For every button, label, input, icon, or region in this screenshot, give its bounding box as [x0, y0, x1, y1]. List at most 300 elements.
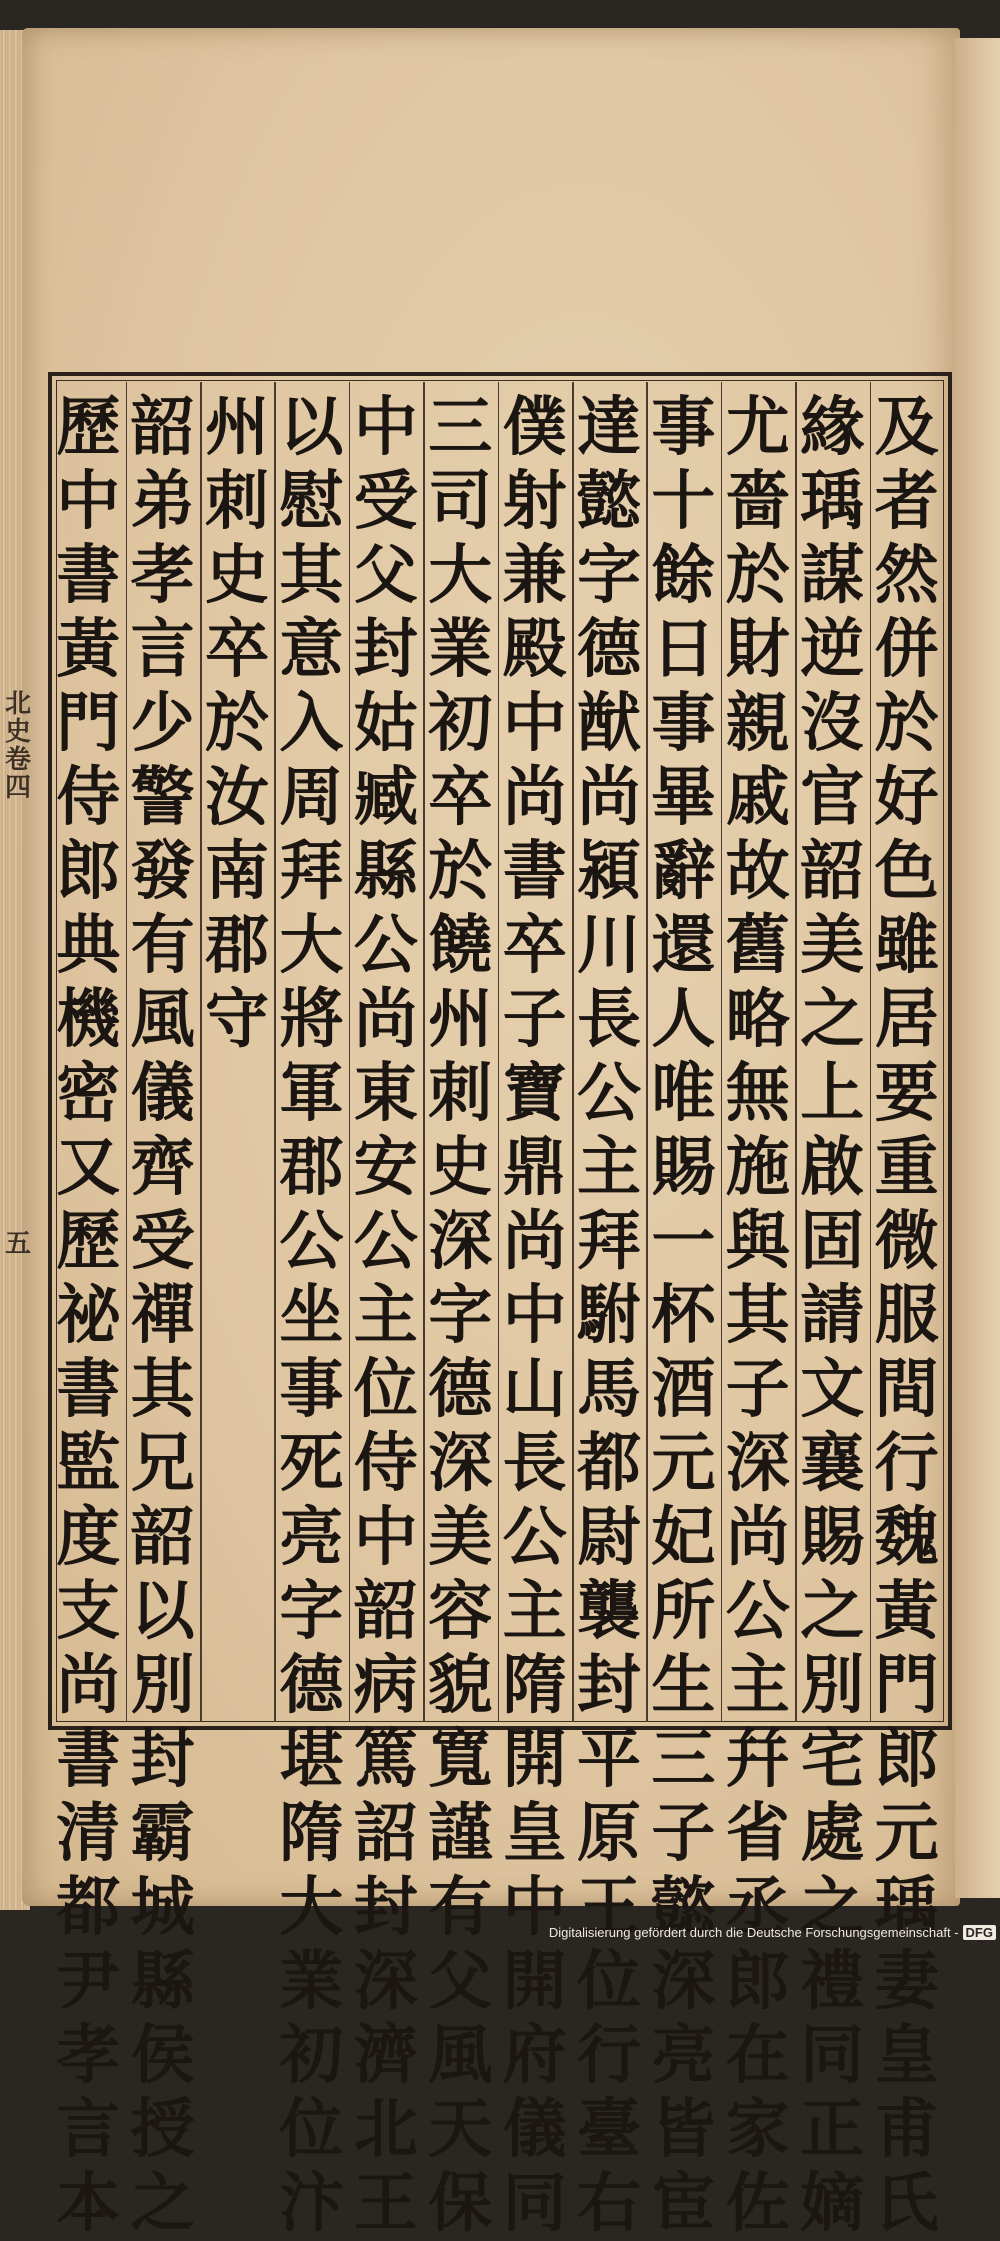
glyph: 孝: [130, 538, 195, 613]
glyph: 間: [874, 1352, 939, 1427]
glyph: 別: [130, 1648, 195, 1723]
glyph: 畢: [651, 760, 716, 835]
glyph: 清: [56, 1796, 121, 1871]
glyph: 賜: [651, 1130, 716, 1205]
glyph: 併: [874, 612, 939, 687]
glyph: 達: [577, 390, 641, 465]
glyph: 中: [502, 686, 567, 761]
glyph: 都: [577, 1426, 641, 1501]
glyph: 大: [279, 908, 344, 983]
glyph: 右: [577, 2166, 641, 2241]
glyph: 位: [353, 1352, 418, 1427]
glyph: 皇: [502, 1796, 567, 1871]
glyph: 主: [577, 1130, 641, 1205]
glyph: 深: [725, 1426, 790, 1501]
glyph: 密: [56, 1056, 121, 1131]
glyph: 同: [800, 2018, 865, 2093]
glyph: 卒: [205, 612, 269, 687]
glyph: 兼: [502, 538, 567, 613]
glyph: 姑: [353, 686, 418, 761]
glyph: 書: [56, 1722, 121, 1797]
glyph: 賜: [800, 1500, 865, 1575]
glyph: 周: [279, 760, 344, 835]
glyph: 與: [725, 1204, 790, 1279]
glyph: 韶: [130, 390, 195, 465]
glyph: 州: [428, 982, 493, 1057]
glyph: 祕: [56, 1278, 121, 1353]
glyph: 尚: [56, 1648, 121, 1723]
glyph: 中: [353, 390, 418, 465]
glyph: 禮: [800, 1944, 865, 2019]
glyph: 深: [353, 1944, 418, 2019]
digitization-credit: [549, 1921, 996, 1943]
glyph: 貌: [428, 1648, 493, 1723]
glyph: 辭: [651, 834, 716, 909]
glyph: 縣: [353, 834, 418, 909]
glyph: 宅: [800, 1722, 865, 1797]
glyph: 氏: [874, 2166, 939, 2241]
glyph: 封: [130, 1722, 195, 1797]
glyph: 慰: [279, 464, 344, 539]
glyph: 行: [577, 2018, 641, 2093]
glyph: 刺: [428, 1056, 493, 1131]
glyph: 以: [279, 390, 344, 465]
glyph: 隋: [502, 1648, 567, 1723]
glyph: 尚: [353, 982, 418, 1057]
glyph: 處: [800, 1796, 865, 1871]
glyph: 其: [279, 538, 344, 613]
glyph: 唯: [651, 1056, 716, 1131]
glyph: 尚: [502, 1204, 567, 1279]
glyph: 亮: [651, 2018, 716, 2093]
glyph: 父: [353, 538, 418, 613]
glyph: 服: [874, 1278, 939, 1353]
glyph: 山: [502, 1352, 567, 1427]
glyph: 坐: [279, 1278, 344, 1353]
glyph: 支: [56, 1574, 121, 1649]
glyph: 大: [428, 538, 493, 613]
glyph: 齊: [130, 1130, 195, 1205]
glyph: 三: [651, 1722, 716, 1797]
glyph: 史: [205, 538, 269, 613]
glyph: 雖: [874, 908, 939, 983]
glyph: 公: [577, 1056, 641, 1131]
glyph: 父: [428, 1944, 493, 2019]
glyph: 皇: [874, 2018, 939, 2093]
glyph: 主: [725, 1648, 790, 1723]
glyph: 逆: [800, 612, 865, 687]
gutter-folio: 五: [5, 1229, 32, 1259]
glyph: 別: [800, 1648, 865, 1723]
glyph: 風: [130, 982, 195, 1057]
glyph: 業: [428, 612, 493, 687]
glyph: 字: [279, 1574, 344, 1649]
glyph: 中: [502, 1278, 567, 1353]
glyph: 拜: [577, 1204, 641, 1279]
glyph: 寬: [428, 1722, 493, 1797]
glyph: 幷: [725, 1722, 790, 1797]
glyph: 事: [279, 1352, 344, 1427]
glyph: 孝: [56, 2018, 121, 2093]
glyph: 郡: [205, 908, 269, 983]
text-column-8: [349, 390, 423, 2241]
glyph: 卒: [502, 908, 567, 983]
glyph: 初: [428, 686, 493, 761]
glyph: 馬: [577, 1352, 641, 1427]
glyph: 殿: [502, 612, 567, 687]
glyph: 嫡: [800, 2166, 865, 2241]
glyph: 軍: [279, 1056, 344, 1131]
glyph: 尉: [577, 1500, 641, 1575]
glyph: 都: [56, 1870, 121, 1945]
glyph: 尚: [577, 760, 641, 835]
glyph: 略: [725, 982, 790, 1057]
glyph: 書: [56, 1352, 121, 1427]
text-column-5: [572, 390, 646, 2241]
glyph: 深: [428, 1426, 493, 1501]
facing-page-edge: [955, 38, 1000, 1898]
glyph: 之: [800, 1870, 865, 1945]
glyph: 言: [130, 612, 195, 687]
glyph: 郎: [874, 1722, 939, 1797]
glyph: 韶: [130, 1500, 195, 1575]
glyph: 開: [502, 1722, 567, 1797]
glyph: 官: [800, 760, 865, 835]
glyph: 黃: [56, 612, 121, 687]
glyph: 中: [353, 1500, 418, 1575]
glyph: 餘: [651, 538, 716, 613]
glyph: 大: [279, 1870, 344, 1945]
glyph: 郎: [56, 834, 121, 909]
glyph: 生: [651, 1648, 716, 1723]
glyph: 言: [56, 2092, 121, 2167]
glyph: 禪: [130, 1278, 195, 1353]
glyph: 主: [353, 1278, 418, 1353]
glyph: 財: [725, 612, 790, 687]
glyph: 文: [800, 1352, 865, 1427]
glyph: 門: [874, 1648, 939, 1723]
glyph: 謀: [800, 538, 865, 613]
glyph: 甫: [874, 2092, 939, 2167]
glyph: 王: [577, 1870, 641, 1945]
glyph: 尚: [502, 760, 567, 835]
glyph: 妻: [874, 1944, 939, 2019]
glyph: 將: [279, 982, 344, 1057]
glyph: 入: [279, 686, 344, 761]
glyph: 之: [800, 982, 865, 1057]
glyph: 主: [502, 1574, 567, 1649]
dfg-logo: DFG: [963, 1925, 996, 1940]
glyph: 字: [428, 1278, 493, 1353]
glyph: 德: [428, 1352, 493, 1427]
text-column-9: [274, 390, 348, 2241]
glyph: 尤: [725, 390, 790, 465]
glyph: 德: [279, 1648, 344, 1723]
text-column-4: [646, 390, 720, 2241]
glyph: 親: [725, 686, 790, 761]
glyph: 元: [651, 1426, 716, 1501]
glyph: 史: [428, 1130, 493, 1205]
glyph: 尚: [725, 1500, 790, 1575]
glyph: 緣: [800, 390, 865, 465]
glyph: 意: [279, 612, 344, 687]
glyph: 於: [725, 538, 790, 613]
glyph: 無: [725, 1056, 790, 1131]
glyph: 尹: [56, 1944, 121, 2019]
glyph: 襄: [800, 1426, 865, 1501]
glyph: 位: [279, 2092, 344, 2167]
glyph: 美: [428, 1500, 493, 1575]
glyph: 及: [874, 390, 939, 465]
glyph: 行: [874, 1426, 939, 1501]
text-column-3: [721, 390, 795, 2241]
glyph: 潁: [577, 834, 641, 909]
glyph: 詔: [353, 1796, 418, 1871]
glyph: 德: [577, 612, 641, 687]
glyph: 瑀: [800, 464, 865, 539]
text-column-10: [200, 392, 274, 1722]
glyph: 授: [130, 2092, 195, 2167]
glyph: 侯: [130, 2018, 195, 2093]
glyph: 色: [874, 834, 939, 909]
glyph: 歷: [56, 390, 121, 465]
glyph: 霸: [130, 1796, 195, 1871]
glyph: 其: [130, 1352, 195, 1427]
glyph: 城: [130, 1870, 195, 1945]
text-column-11: [126, 390, 200, 2241]
glyph: 汝: [205, 760, 269, 835]
glyph: 隋: [279, 1796, 344, 1871]
glyph: 病: [353, 1648, 418, 1723]
glyph: 請: [800, 1278, 865, 1353]
glyph: 於: [874, 686, 939, 761]
glyph: 佐: [725, 2166, 790, 2241]
glyph: 杯: [651, 1278, 716, 1353]
glyph: 十: [651, 464, 716, 539]
glyph: 深: [428, 1204, 493, 1279]
glyph: 有: [428, 1870, 493, 1945]
glyph: 死: [279, 1426, 344, 1501]
glyph: 風: [428, 2018, 493, 2093]
glyph: 有: [130, 908, 195, 983]
glyph: 嗇: [725, 464, 790, 539]
glyph: 同: [502, 2166, 567, 2241]
glyph: 本: [56, 2166, 121, 2241]
glyph: 美: [800, 908, 865, 983]
glyph: 韶: [353, 1574, 418, 1649]
glyph: 公: [725, 1574, 790, 1649]
glyph: 在: [725, 2018, 790, 2093]
text-column-6: [498, 390, 572, 2241]
glyph: 堪: [279, 1722, 344, 1797]
glyph: 沒: [800, 686, 865, 761]
glyph: 公: [353, 908, 418, 983]
glyph: 皆: [651, 2092, 716, 2167]
glyph: 典: [56, 908, 121, 983]
glyph: 保: [428, 2166, 493, 2241]
glyph: 縣: [130, 1944, 195, 2019]
glyph: 所: [651, 1574, 716, 1649]
glyph: 歷: [56, 1204, 121, 1279]
glyph: 發: [130, 834, 195, 909]
glyph: 韶: [800, 834, 865, 909]
glyph: 微: [874, 1204, 939, 1279]
glyph: 家: [725, 2092, 790, 2167]
glyph: 警: [130, 760, 195, 835]
glyph: 丞: [725, 1870, 790, 1945]
glyph: 司: [428, 464, 493, 539]
glyph: 僕: [502, 390, 567, 465]
glyph: 駙: [577, 1278, 641, 1353]
text-column-1: [870, 390, 944, 2241]
glyph: 書: [502, 834, 567, 909]
glyph: 正: [800, 2092, 865, 2167]
glyph: 射: [502, 464, 567, 539]
glyph: 三: [428, 390, 493, 465]
glyph: 以: [130, 1574, 195, 1649]
glyph: 之: [800, 1574, 865, 1649]
glyph: 臺: [577, 2092, 641, 2167]
glyph: 侍: [56, 760, 121, 835]
glyph: 上: [800, 1056, 865, 1131]
glyph: 安: [353, 1130, 418, 1205]
glyph: 要: [874, 1056, 939, 1131]
glyph: 又: [56, 1130, 121, 1205]
glyph: 施: [725, 1130, 790, 1205]
glyph: 日: [651, 612, 716, 687]
glyph: 饒: [428, 908, 493, 983]
glyph: 瑀: [874, 1870, 939, 1945]
text-column-7: [423, 390, 497, 2241]
text-column-2: [795, 390, 869, 2241]
glyph: 府: [502, 2018, 567, 2093]
glyph: 然: [874, 538, 939, 613]
glyph: 重: [874, 1130, 939, 1205]
glyph: 篤: [353, 1722, 418, 1797]
glyph: 郎: [725, 1944, 790, 2019]
glyph: 故: [725, 834, 790, 909]
glyph: 拜: [279, 834, 344, 909]
glyph: 居: [874, 982, 939, 1057]
glyph: 還: [651, 908, 716, 983]
glyph: 元: [874, 1796, 939, 1871]
glyph: 中: [502, 1870, 567, 1945]
glyph: 受: [353, 464, 418, 539]
glyph: 亮: [279, 1500, 344, 1575]
glyph: 初: [279, 2018, 344, 2093]
glyph: 封: [577, 1648, 641, 1723]
glyph: 門: [56, 686, 121, 761]
glyph: 郡: [279, 1130, 344, 1205]
glyph: 字: [577, 538, 641, 613]
glyph: 謹: [428, 1796, 493, 1871]
glyph: 好: [874, 760, 939, 835]
glyph: 中: [56, 464, 121, 539]
glyph: 度: [56, 1500, 121, 1575]
glyph: 侍: [353, 1426, 418, 1501]
glyph: 守: [205, 982, 269, 1057]
glyph: 酒: [651, 1352, 716, 1427]
glyph: 少: [130, 686, 195, 761]
glyph: 臧: [353, 760, 418, 835]
glyph: 之: [130, 2166, 195, 2241]
glyph: 儀: [502, 2092, 567, 2167]
glyph: 公: [279, 1204, 344, 1279]
glyph: 猷: [577, 686, 641, 761]
glyph: 魏: [874, 1500, 939, 1575]
glyph: 省: [725, 1796, 790, 1871]
glyph: 啟: [800, 1130, 865, 1205]
glyph: 刺: [205, 464, 269, 539]
glyph: 平: [577, 1722, 641, 1797]
glyph: 公: [502, 1500, 567, 1575]
glyph: 人: [651, 982, 716, 1057]
glyph: 濟: [353, 2018, 418, 2093]
glyph: 原: [577, 1796, 641, 1871]
glyph: 川: [577, 908, 641, 983]
glyph: 儀: [130, 1056, 195, 1131]
glyph: 北: [353, 2092, 418, 2167]
glyph: 於: [205, 686, 269, 761]
glyph: 監: [56, 1426, 121, 1501]
glyph: 東: [353, 1056, 418, 1131]
glyph: 舊: [725, 908, 790, 983]
glyph: 深: [651, 1944, 716, 2019]
glyph: 戚: [725, 760, 790, 835]
glyph: 事: [651, 390, 716, 465]
text-column-12: [51, 390, 125, 2241]
glyph: 寶: [502, 1056, 567, 1131]
glyph: 封: [353, 612, 418, 687]
glyph: 弟: [130, 464, 195, 539]
glyph: 長: [577, 982, 641, 1057]
credit-text: Digitalisierung gefördert durch die Deutsche Forschungsgemeinschaft -: [548, 1924, 959, 1940]
gutter-title: 北 史 卷 四: [5, 689, 32, 803]
glyph: 鼎: [502, 1130, 567, 1205]
glyph: 者: [874, 464, 939, 539]
glyph: 長: [502, 1426, 567, 1501]
glyph: 汴: [279, 2166, 344, 2241]
glyph: 卒: [428, 760, 493, 835]
glyph: 受: [130, 1204, 195, 1279]
glyph: 公: [353, 1204, 418, 1279]
glyph: 機: [56, 982, 121, 1057]
glyph: 懿: [577, 464, 641, 539]
glyph: 子: [502, 982, 567, 1057]
glyph: 一: [651, 1204, 716, 1279]
glyph: 容: [428, 1574, 493, 1649]
glyph: 黃: [874, 1574, 939, 1649]
glyph: 南: [205, 834, 269, 909]
glyph: 於: [428, 834, 493, 909]
glyph: 位: [577, 1944, 641, 2019]
glyph: 書: [56, 538, 121, 613]
glyph: 開: [502, 1944, 567, 2019]
glyph: 天: [428, 2092, 493, 2167]
glyph: 妃: [651, 1500, 716, 1575]
glyph: 州: [205, 390, 269, 465]
glyph: 事: [651, 686, 716, 761]
glyph: 子: [725, 1352, 790, 1427]
glyph: 兄: [130, 1426, 195, 1501]
glyph: 懿: [651, 1870, 716, 1945]
glyph: 業: [279, 1944, 344, 2019]
glyph: 固: [800, 1204, 865, 1279]
glyph: 子: [651, 1796, 716, 1871]
glyph: 宦: [651, 2166, 716, 2241]
glyph: 封: [353, 1870, 418, 1945]
glyph: 王: [353, 2166, 418, 2241]
